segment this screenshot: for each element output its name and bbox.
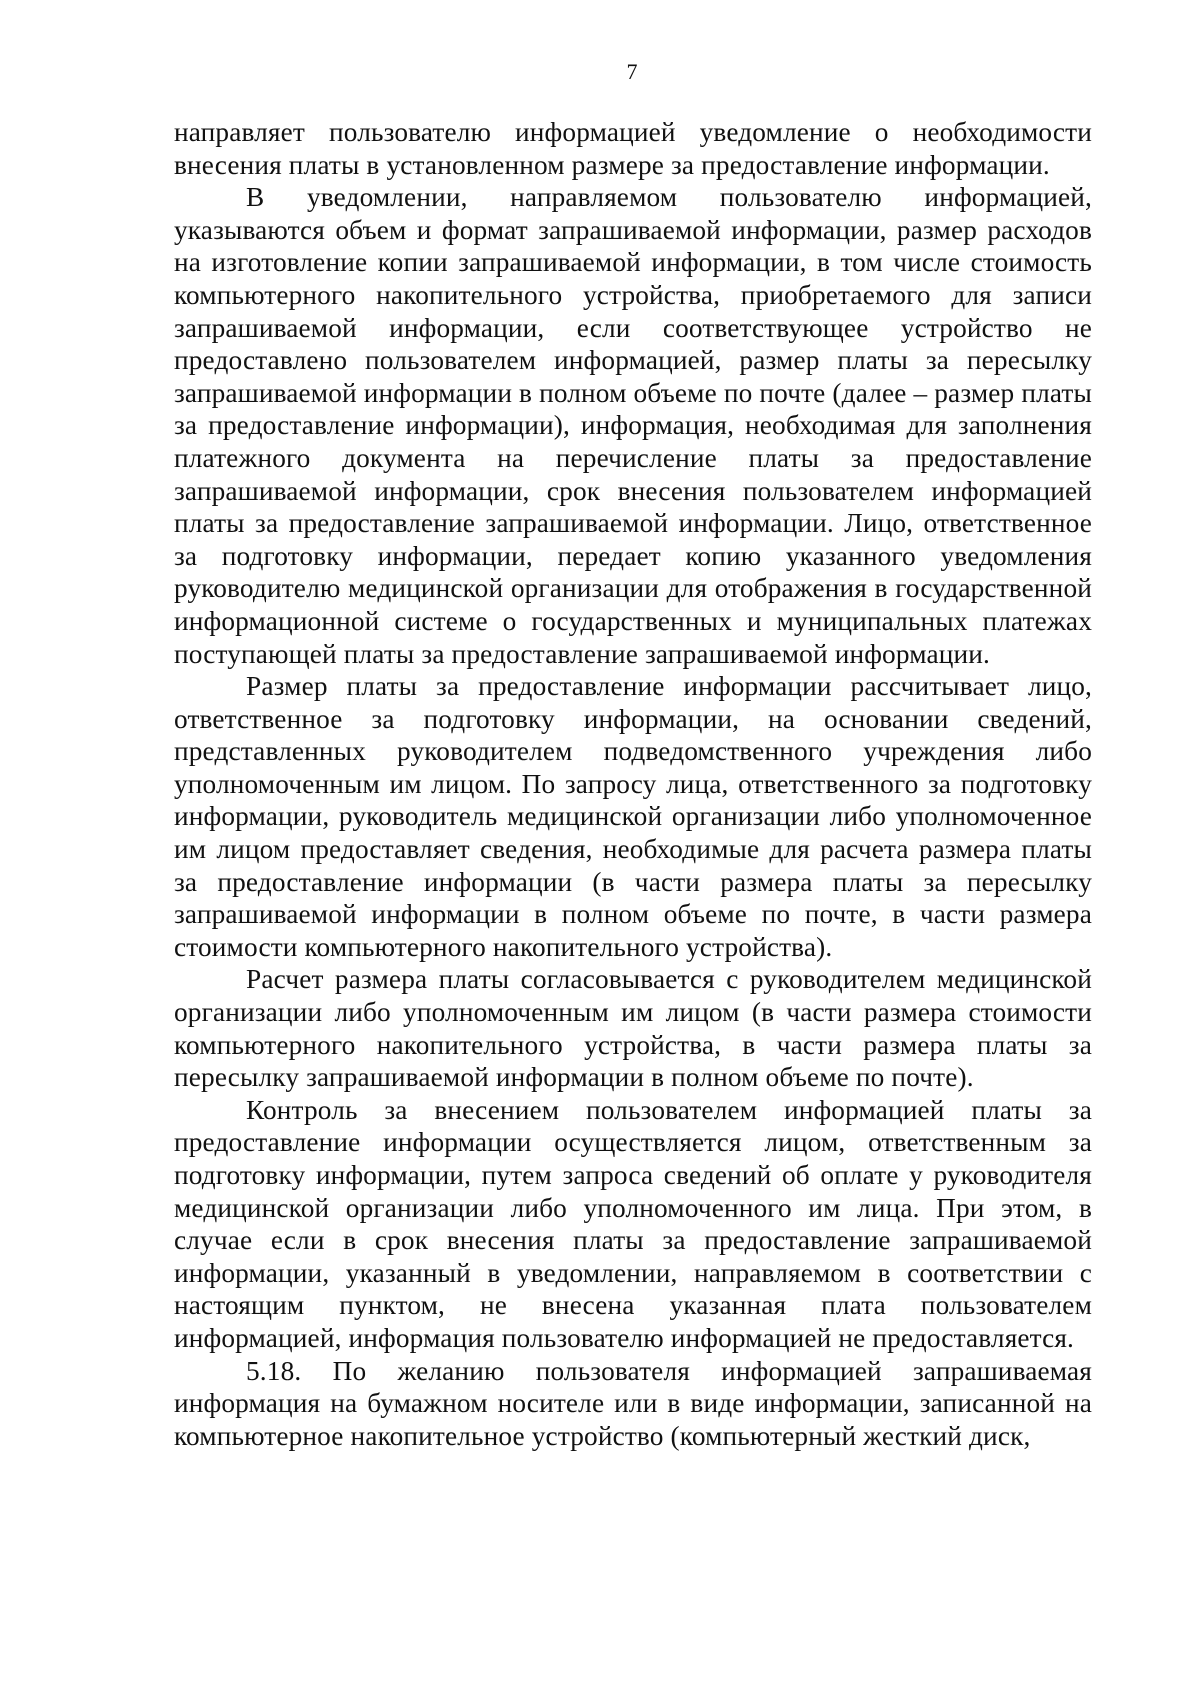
paragraph-payment-control: Контроль за внесением пользователем информацией платы за предоставление информации осуществляется лицом, ответственным за подготовку информации, путем запроса сведений об оплате у руководителя медицинской организации либо уполномоченного им лица. При этом, в случае если в срок внесения платы за предоставление запрашиваемой информации, указанный в уведомлении, направляемом в соответствии с настоящим пунктом, не внесена указанная плата пользователем информацией, информация пользователю информацией не предоставляется. [174,1094,1092,1353]
document-body [174,116,1092,1452]
paragraph-notification-contents: В уведомлении, направляемом пользователю информацией, указываются объем и формат запрашиваемой информации, размер расходов на изготовление копии запрашиваемой информации, в том числе стоимость компьютерного накопительного устройства, приобретаемого для записи запрашиваемой информации, если соответствующее устройство не предоставлено пользователем информацией, размер платы за пересылку запрашиваемой информации в полном объеме по почте (далее – размер платы за предоставление информации), информация, необходимая для заполнения платежного документа на перечисление платы за предоставление запрашиваемой информации, срок внесения пользователем информацией платы за предоставление запрашиваемой информации. Лицо, ответственное за подготовку информации, передает копию указанного уведомления руководителю медицинской организации для отображения в государственной информационной системе о государственных и муниципальных платежах поступающей платы за предоставление запрашиваемой информации. [174,182,1092,669]
paragraph-fee-calculation: Размер платы за предоставление информации рассчитывает лицо, ответственное за подготовку информации, на основании сведений, представленных руководителем подведомственного учреждения либо уполномоченным им лицом. По запросу лица, ответственного за подготовку информации, руководитель медицинской организации либо уполномоченное им лицом предоставляет сведения, необходимые для расчета размера платы за предоставление информации (в части размера платы за пересылку запрашиваемой информации в полном объеме по почте, в части размера стоимости компьютерного накопительного устройства). [174,671,1092,962]
page-number: 7 [626,59,638,84]
paragraph-item-5-18: 5.18. По желанию пользователя информацией запрашиваемая информация на бумажном носителе или в виде информации, записанной на компьютерное накопительное устройство (компьютерный жесткий диск, [174,1355,1092,1451]
paragraph-continuation: направляет пользователю информацией уведомление о необходимости внесения платы в установленном размере за предоставление информации. [174,117,1092,180]
paragraph-fee-agreement: Расчет размера платы согласовывается с руководителем медицинской организации либо уполномоченным им лицом (в части размера стоимости компьютерного накопительного устройства, в части размера платы за пересылку запрашиваемой информации в полном объеме по почте). [174,964,1092,1093]
